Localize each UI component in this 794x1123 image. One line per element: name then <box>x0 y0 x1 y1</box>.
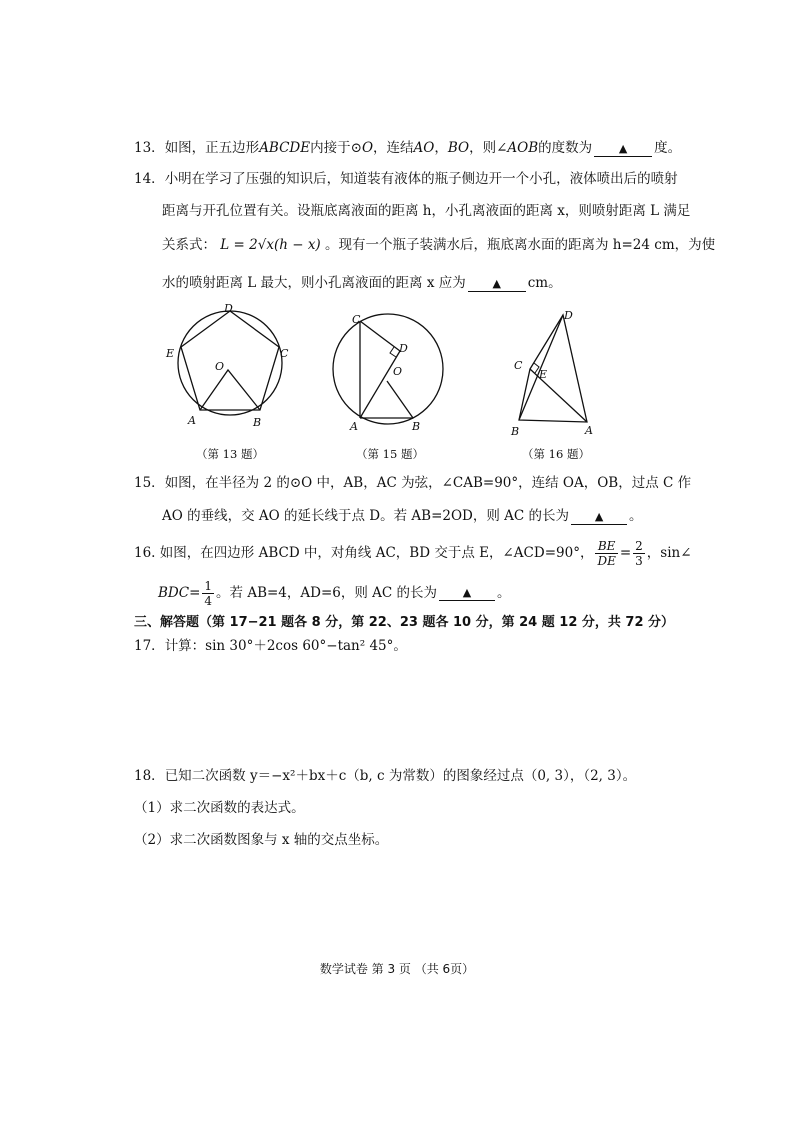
caption-13: （第 13 题） <box>196 447 264 461</box>
circle-o <box>178 311 282 415</box>
label-b: B <box>511 425 520 438</box>
answer-blank[interactable]: ▲ <box>594 142 652 157</box>
question-18-part-1: （1）求二次函数的表达式。 <box>134 800 305 816</box>
label-b: B <box>253 416 262 429</box>
q16-number: 16. <box>134 545 156 561</box>
label-c: C <box>280 347 289 360</box>
answer-blank[interactable]: ▲ <box>439 586 495 601</box>
section-3-title: 三、解答题（第 17−21 题各 8 分，第 22、23 题各 10 分，第 24 题 12 分，共 72 分） <box>134 615 675 630</box>
quadrilateral-abcd <box>519 315 587 422</box>
q18-number: 18． <box>134 768 165 784</box>
formula: L = 2√x(h − x) <box>220 237 321 253</box>
label-d: D <box>564 309 573 322</box>
label-o: O <box>393 365 403 378</box>
label-a: A <box>350 420 358 433</box>
fraction-2-3: $\frac{2}{3}$ <box>635 538 643 568</box>
line-ad <box>360 351 403 418</box>
label-c: C <box>514 359 523 372</box>
question-17: 17．计算：sin 30°＋2cos 60°−tan² 45°。 <box>134 638 407 654</box>
figure-13 <box>160 300 300 430</box>
line-ob <box>387 381 413 418</box>
label-d: D <box>224 302 233 315</box>
right-angle-mark <box>390 347 396 357</box>
caption-16: （第 16 题） <box>522 447 590 461</box>
figure-15 <box>330 305 460 435</box>
question-14-line-3: 关系式： L = 2√x(h − x) 。现有一个瓶子装满水后，瓶底离水面的距离为 h=24 cm，为使 <box>162 237 716 253</box>
question-16-line-1: 16. 如图，在四边形 ABCD 中，对角线 AC，BD 交于点 E，∠ACD=90°， $\frac{BE}{DE}$ = $\frac{2}{3}$ ，sin∠ <box>134 538 692 568</box>
circle-o <box>333 314 443 424</box>
question-16-line-2: BDC= $\frac{1}{4}$ 。若 AB=4，AD=6，则 AC 的长为 ▲ 。 <box>158 578 511 608</box>
label-b: B <box>412 420 421 433</box>
fraction-1-4: $\frac{1}{4}$ <box>204 578 213 608</box>
label-e: E <box>166 347 175 360</box>
label-c: C <box>352 313 361 326</box>
question-14-line-1: 14．小明在学习了压强的知识后，知道装有液体的瓶子侧边开一个小孔，液体喷出后的喷射 <box>134 171 678 187</box>
answer-blank[interactable]: ▲ <box>571 510 627 525</box>
question-14-line-2: 距离与开孔位置有关。设瓶底离液面的距离 h，小孔离液面的距离 x，则喷射距离 L 满足 <box>162 203 691 219</box>
question-15-line-1: 15．如图，在半径为 2 的⊙O 中，AB，AC 为弦，∠CAB=90°，连结 OA，OB，过点 C 作 <box>134 475 692 491</box>
question-18-part-2: （2）求二次函数图象与 x 轴的交点坐标。 <box>134 832 389 848</box>
page-footer: 数学试卷 第 3 页 （共 6页） <box>319 962 475 976</box>
label-a: A <box>188 414 196 427</box>
label-a: A <box>585 424 593 437</box>
label-o: O <box>215 360 225 373</box>
question-15-line-2: AO 的垂线，交 AO 的延长线于点 D。若 AB=2OD，则 AC 的长为 ▲ 。 <box>162 508 643 524</box>
q17-number: 17． <box>134 638 165 654</box>
answer-blank[interactable]: ▲ <box>468 277 526 292</box>
fraction-be-de: $\frac{BE}{DE}$ <box>597 538 616 568</box>
question-14-line-4: 水的喷射距离 L 最大，则小孔离液面的距离 x 应为 ▲ cm。 <box>162 275 562 291</box>
label-d: D <box>399 342 408 355</box>
line-cd <box>360 321 400 351</box>
lines-ao-bo <box>200 370 260 410</box>
q14-number: 14． <box>134 171 165 187</box>
q15-number: 15． <box>134 475 165 491</box>
q13-number: 13． <box>134 140 165 156</box>
question-13: 13．如图，正五边形ABCDE内接于⊙O，连结AO，BO，则∠AOB的度数为 ▲ 度。 <box>134 140 682 156</box>
label-e: E <box>539 368 548 381</box>
caption-15: （第 15 题） <box>356 447 424 461</box>
question-18: 18．已知二次函数 y＝−x²＋bx＋c（b, c 为常数）的图象经过点（0, 3），（2, 3）。 <box>134 768 637 784</box>
pentagon-abcde <box>181 311 279 410</box>
figure-16 <box>505 305 605 440</box>
